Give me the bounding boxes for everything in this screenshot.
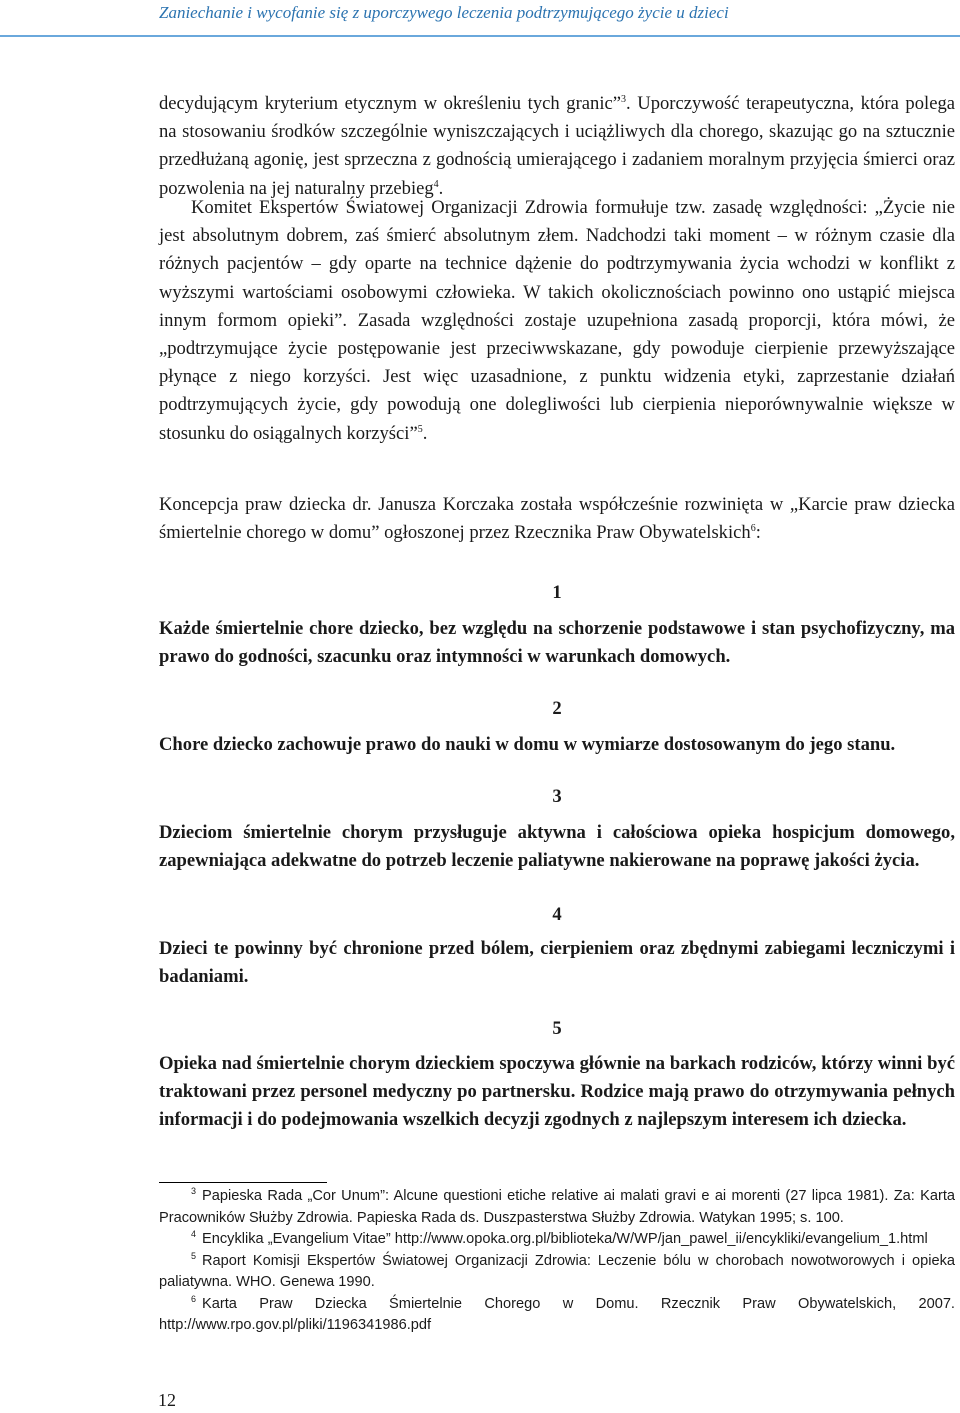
footnote-3-number: 3	[191, 1186, 197, 1197]
footnotes	[159, 1186, 955, 1337]
right-4-number: 4	[552, 904, 562, 925]
running-header	[0, 0, 960, 30]
paragraph-3-text-b: :	[755, 522, 761, 544]
right-5-text: Opieka nad śmiertelnie chorym dzieckiem spoczywa głównie na barkach rodziców, którzy winni być traktowani przez personel medyczny po partnersku. Rodzice mają prawo do otrzymywania pełnych informacji i do podejmowania wszelkich decyzji zgodnych z najlepszym interesem ich dziecka.	[159, 1053, 955, 1131]
right-5-number: 5	[552, 1018, 562, 1039]
paragraph-2-text-a: Komitet Ekspertów Światowej Organizacji Zdrowia formułuje tzw. zasadę względności: „Życie nie jest absolutnym dobrem, zaś śmierć absolutnym złem. Nadchodzi taki moment – w różnym czasie dla różnych pacjentów – gdy oparte na technice dążenie do podtrzymywania życia wchodzi w konflikt z wyższymi wartościami osobowymi człowieka. W takich okolicznościach powinno ono ustąpić miejsca innym formom opieki”. Zasada względności zostaje uzupełniona zasadą proporcji, która mówi, że „podtrzymujące życie postępowanie jest przeciwwskazane, gdy powoduje cierpienie przewyższające płynące z niego korzyści. Jest więc uzasadnione, z punktu widzenia etyki, zaprzestanie działań podtrzymujących życie, gdy powodują one dolegliwości lub cierpienia nieporównywalnie większe w stosunku do osiągalnych korzyści”	[159, 197, 955, 444]
footnote-6-number: 6	[191, 1293, 197, 1304]
footnote-5-text: Raport Komisji Ekspertów Światowej Organizacji Zdrowia: Leczenie bólu w chorobach nowotworowych i opieka paliatywna. WHO. Genewa 1990.	[159, 1252, 955, 1290]
right-4-text: Dzieci te powinny być chronione przed bólem, cierpieniem oraz zbędnymi zabiegami leczniczymi i badaniami.	[159, 938, 955, 988]
footnote-3-text: Papieska Rada „Cor Unum”: Alcune questioni etiche relative ai malati gravi e ai morenti (27 lipca 1981). Za: Karta Pracowników Służby Zdrowia. Papieska Rada ds. Duszpasterstwa Służby Zdrowia. Watykan 1995; s. 100.	[159, 1188, 955, 1226]
paragraph-2-text-b: .	[422, 422, 428, 444]
paragraph-3	[159, 491, 955, 547]
footnote-6	[159, 1294, 955, 1337]
paragraph-1	[159, 90, 955, 203]
right-1-number: 1	[552, 582, 562, 603]
footnote-ref-6[interactable]: 6	[750, 523, 756, 535]
footnote-4	[159, 1229, 955, 1251]
page-number: 12	[158, 1390, 176, 1410]
footnote-separator	[159, 1182, 327, 1183]
footnote-6-text[interactable]: Karta Praw Dziecka Śmiertelnie Chorego w Domu. Rzecznik Praw Obywatelskich, 2007. http://www.rpo.gov.pl/pliki/1196341986.pdf	[159, 1295, 955, 1333]
footnote-4-number: 4	[191, 1229, 197, 1240]
right-3-text: Dzieciom śmiertelnie chorym przysługuje aktywna i całościowa opieka hospicjum domowego, zapewniająca adekwatne do potrzeb leczenie paliatywne nakierowane na poprawę jakości życia.	[159, 822, 955, 872]
footnote-4-text[interactable]: Encyklika „Evangelium Vitae” http://www.opoka.org.pl/biblioteka/W/WP/jan_pawel_ii/encykliki/evangelium_1.html	[202, 1231, 928, 1247]
paragraph-1-text-b: . Uporczywość terapeutyczna, która polega na stosowaniu środków szczególnie wyniszczających i uciążliwych dla chorego, skazując go na sztucznie przedłużaną agonię, jest sprzeczna z godnością umierającego i zadaniem moralnym przyjęcia śmierci oraz pozwolenia na jej naturalny przebieg	[159, 93, 955, 199]
paragraph-2	[159, 194, 955, 448]
right-2-number: 2	[552, 698, 562, 719]
header-rule	[0, 35, 960, 37]
right-3-number: 3	[552, 786, 562, 807]
paragraph-1-text-a: decydującym kryterium etycznym w określeniu tych granic”	[159, 93, 622, 114]
footnote-ref-3[interactable]: 3	[621, 93, 627, 105]
footnote-5	[159, 1251, 955, 1294]
right-1-text: Każde śmiertelnie chore dziecko, bez względu na schorzenie podstawowe i stan psychofizyczny, ma prawo do godności, szacunku oraz intymności w warunkach domowych.	[159, 618, 955, 668]
right-2-text: Chore dziecko zachowuje prawo do nauki w domu w wymiarze dostosowanym do jego stanu.	[159, 734, 896, 755]
footnote-3	[159, 1186, 955, 1229]
footnote-ref-5[interactable]: 5	[417, 423, 423, 435]
footnote-ref-4[interactable]: 4	[433, 178, 439, 190]
running-header-title: Zaniechanie i wycofanie się z uporczywego leczenia podtrzymującego życie u dzieci	[159, 3, 729, 22]
paragraph-3-text-a: Koncepcja praw dziecka dr. Janusza Korczaka została współcześnie rozwinięta w „Karcie praw dziecka śmiertelnie chorego w domu” ogłoszonej przez Rzecznika Praw Obywatelskich	[159, 494, 955, 544]
paragraph-1-text-c: .	[438, 177, 444, 199]
footnote-5-number: 5	[191, 1250, 197, 1261]
